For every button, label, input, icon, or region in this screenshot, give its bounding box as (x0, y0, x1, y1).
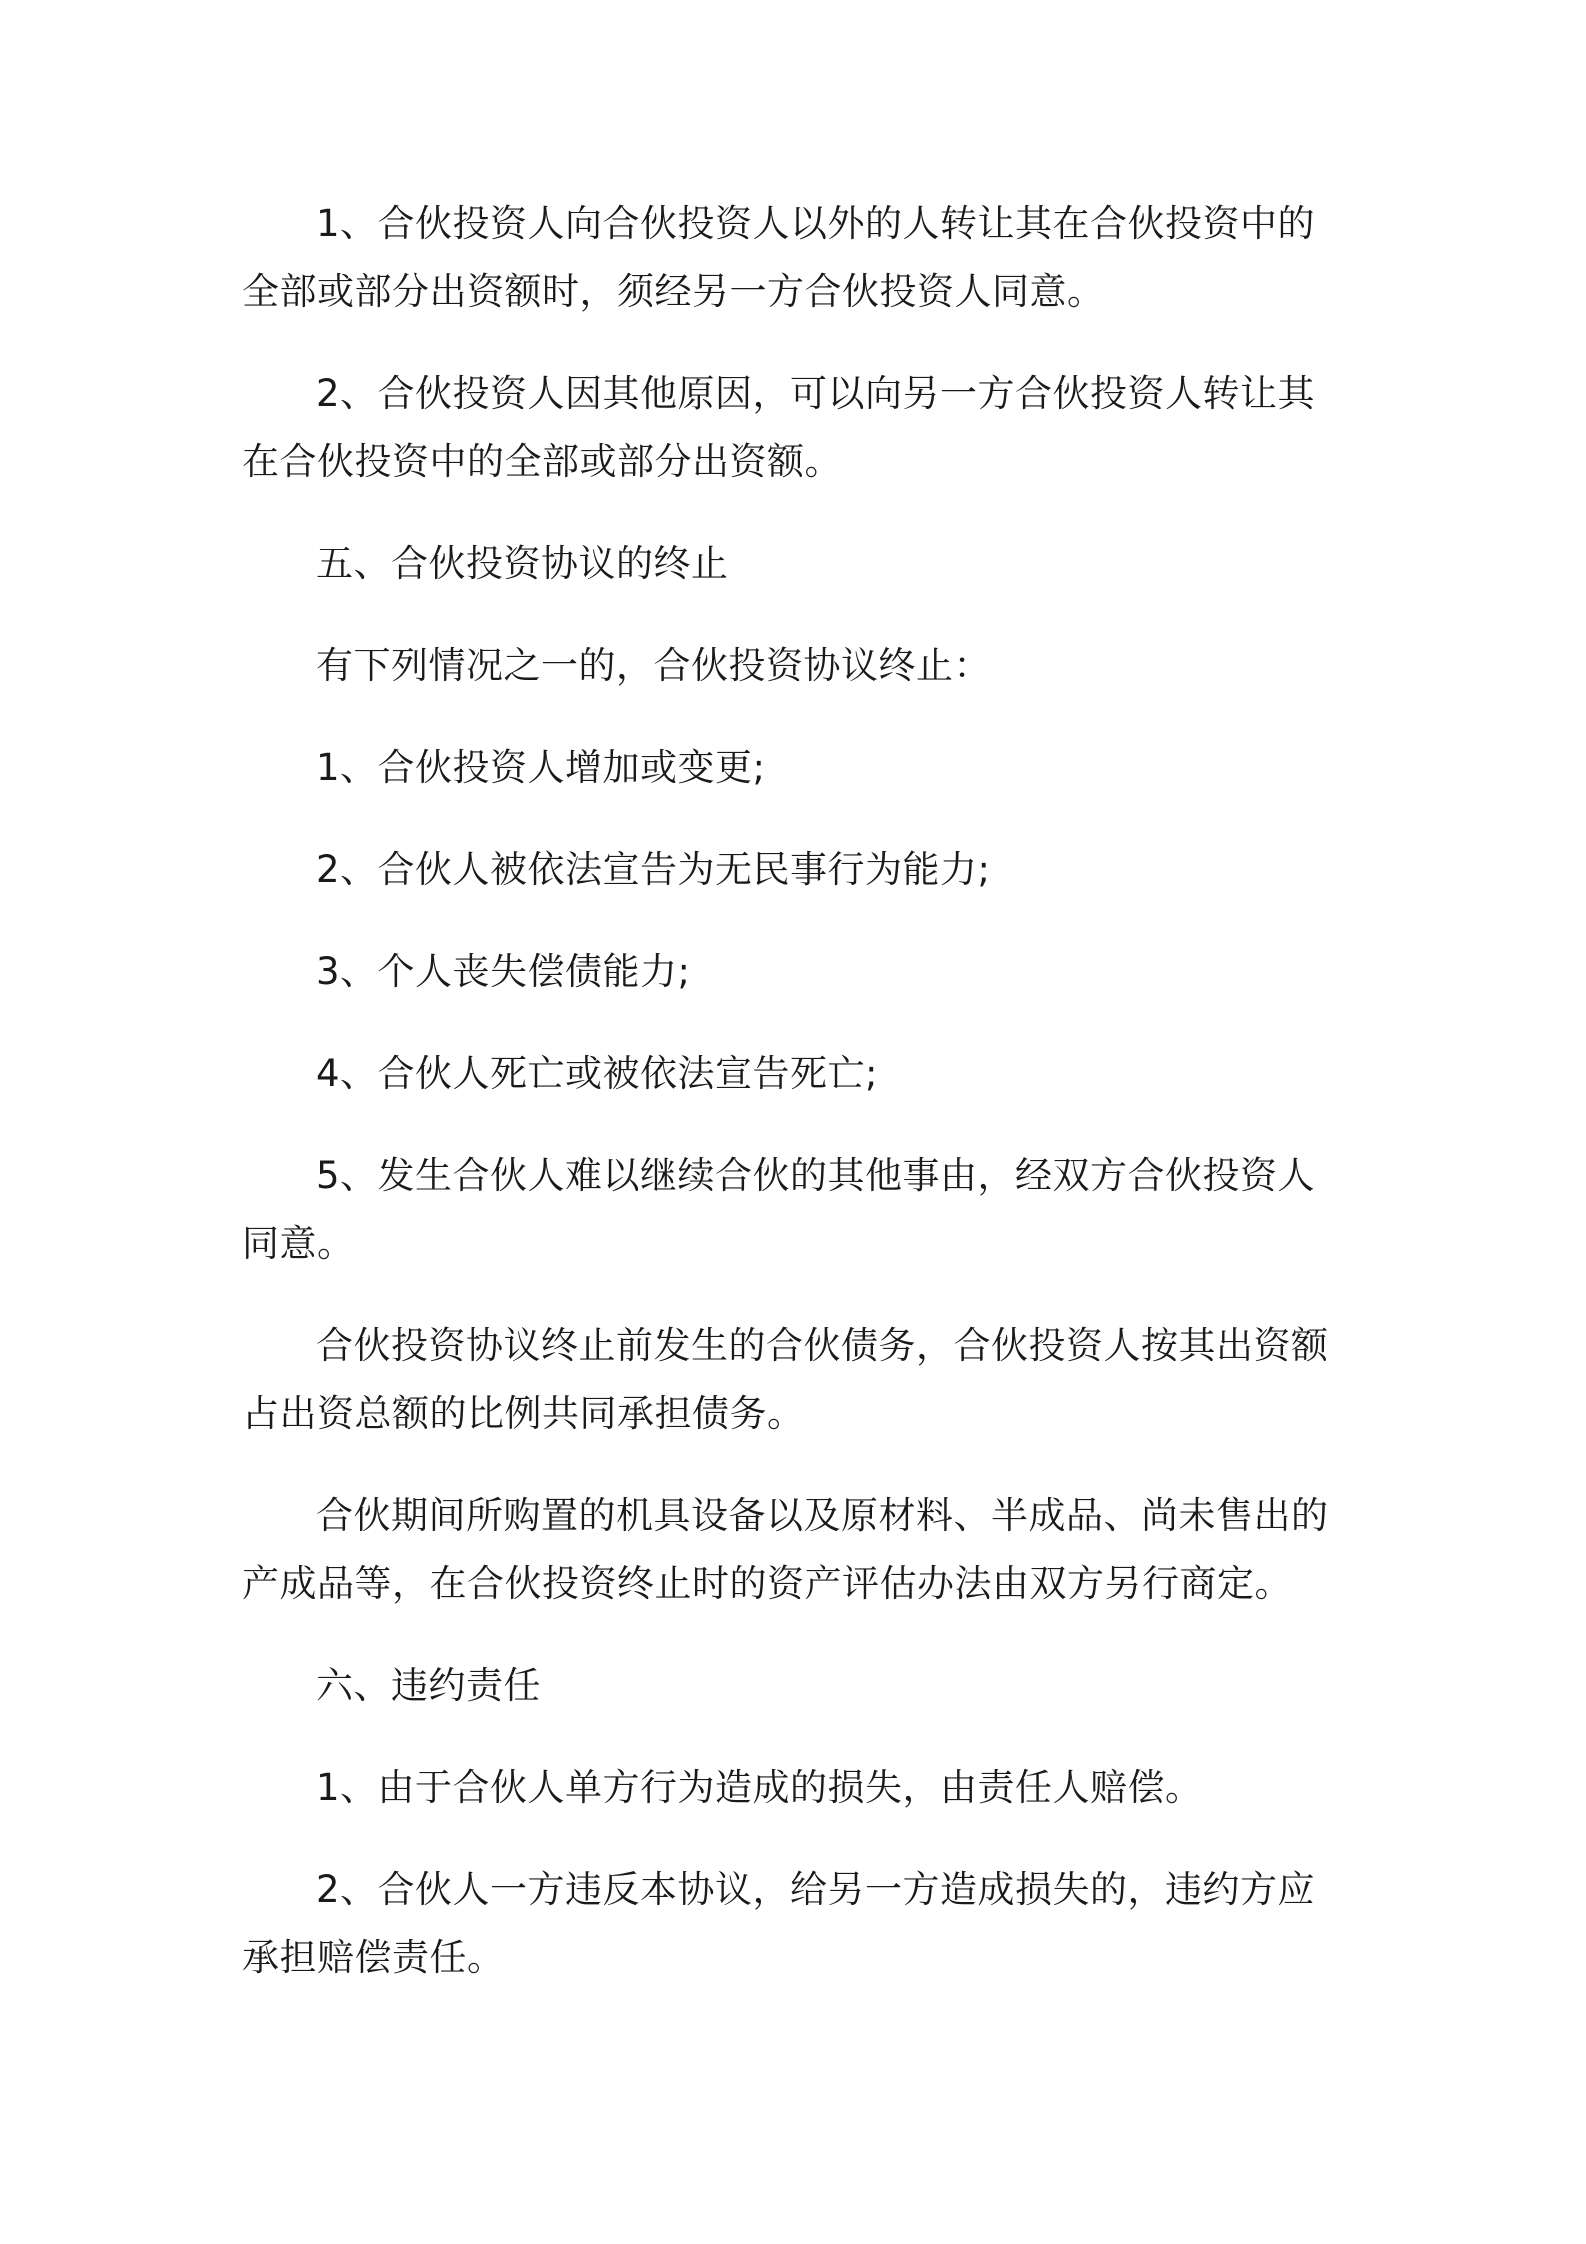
termination-item-1: 1、合伙投资人增加或变更; (316, 746, 766, 789)
section-heading-termination: 五、合伙投资协议的终止 (316, 542, 729, 585)
document-body (242, 190, 1352, 2026)
liability-item-1: 1、由于合伙人单方行为造成的损失，由责任人赔偿。 (316, 1766, 1203, 1809)
termination-intro: 有下列情况之一的，合伙投资协议终止： (316, 644, 991, 687)
section-heading-liability: 六、违约责任 (316, 1664, 541, 1707)
clause-transfer-other-reasons: 2、合伙投资人因其他原因，可以向另一方合伙投资人转让其在合伙投资中的全部或部分出资额。 (242, 372, 1316, 483)
clause-debts-before-termination: 合伙投资协议终止前发生的合伙债务，合伙投资人按其出资额占出资总额的比例共同承担债务。 (242, 1324, 1329, 1435)
liability-item-2: 2、合伙人一方违反本协议，给另一方造成损失的，违约方应承担赔偿责任。 (242, 1868, 1316, 1979)
termination-item-2: 2、合伙人被依法宣告为无民事行为能力; (316, 848, 991, 891)
termination-item-5: 5、发生合伙人难以继续合伙的其他事由，经双方合伙投资人同意。 (242, 1154, 1316, 1265)
clause-asset-evaluation: 合伙期间所购置的机具设备以及原材料、半成品、尚未售出的产成品等，在合伙投资终止时的资产评估办法由双方另行商定。 (242, 1494, 1329, 1605)
termination-item-3: 3、个人丧失偿债能力; (316, 950, 691, 993)
termination-item-4: 4、合伙人死亡或被依法宣告死亡; (316, 1052, 879, 1095)
clause-transfer-outside: 1、合伙投资人向合伙投资人以外的人转让其在合伙投资中的全部或部分出资额时，须经另一方合伙投资人同意。 (242, 202, 1316, 313)
